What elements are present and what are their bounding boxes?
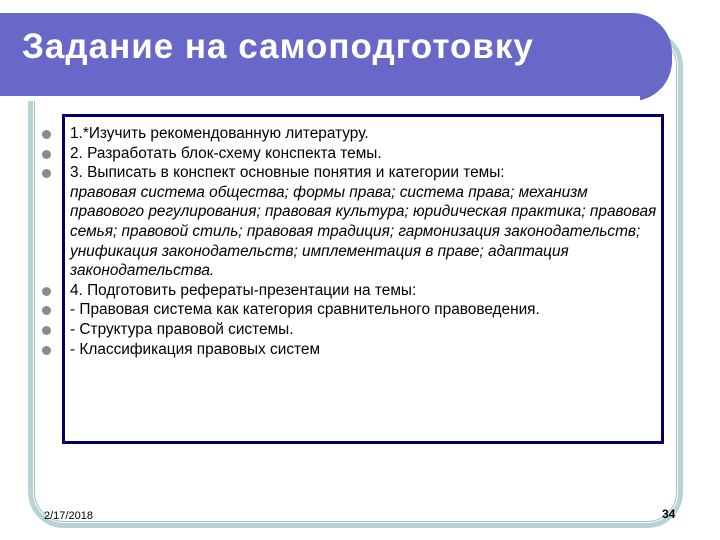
bullet-icon (42, 130, 51, 139)
bullet-icon (42, 306, 51, 315)
list-item (42, 320, 658, 340)
list-item (42, 281, 658, 301)
task-list (42, 124, 658, 359)
list-item (42, 300, 658, 320)
page-number: 34 (662, 507, 676, 521)
list-item (42, 163, 658, 281)
bullet-icon (42, 169, 51, 178)
list-item-text: 3. Выписать в конспект основные понятия и категории темы: (70, 164, 505, 182)
list-item-text: 1.*Изучить рекомендованную литературу. (70, 125, 369, 142)
bullet-icon (42, 287, 51, 296)
bullet-icon (42, 150, 51, 159)
list-item-text: 2. Разработать блок-схему конспекта темы. (70, 144, 382, 162)
list-item (42, 340, 658, 360)
bullet-icon (42, 346, 51, 355)
title-underline (0, 96, 640, 101)
slide-title: Задание на самоподготовку (22, 27, 534, 66)
list-item-text: 4. Подготовить рефераты-презентации на темы: (70, 281, 417, 299)
footer-date: 2/17/2018 (44, 510, 93, 522)
list-item-text: - Структура правовой системы. (70, 320, 294, 338)
list-item-subtext: правовая система общества; формы права; система права; механизм правового регулирования; правовая культура; юридическая практика; правовая семья; правовой стиль; правовая традиция; гармонизация законодательств; унификация законодательств; имплементация в праве; адаптация законодательства. (70, 183, 657, 280)
list-item (42, 144, 658, 164)
list-item-text: - Классификация правовых систем (70, 340, 321, 358)
list-item (42, 124, 658, 144)
bullet-icon (42, 326, 51, 335)
list-item-text: - Правовая система как категория сравнительного правоведения. (70, 301, 540, 319)
